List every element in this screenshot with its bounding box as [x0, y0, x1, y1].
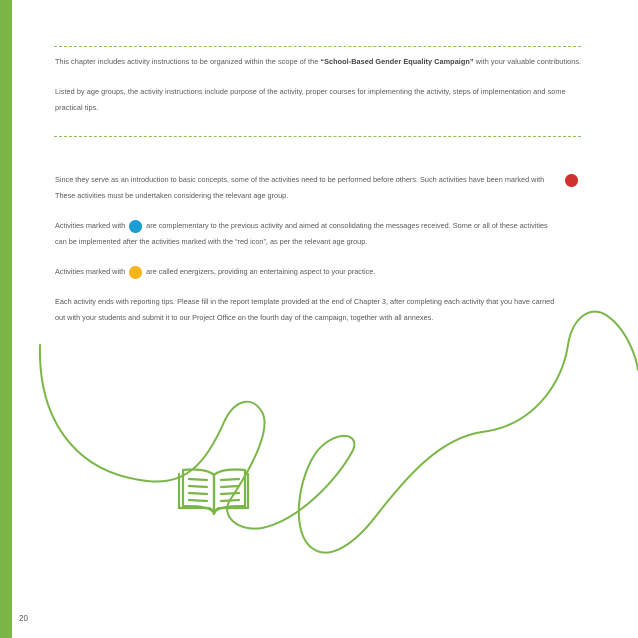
intro-paragraph-1: This chapter includes activity instructions to be organized within the scope of the “School-Based Gender Equality Campaign” with your valuable contributions.: [55, 57, 582, 66]
reporting-paragraph: Each activity ends with reporting tips. Please fill in the report template provided at the end of Chapter 3, after completing each activity that you have carried out with your students and submit it to our Project Office on the fourth day of the campaign, together with all annexes.: [55, 297, 555, 322]
blue-icon-paragraph: Activities marked with are complementary to the previous activity and aimed at consolidating the messages received. Some or all of these activities can be implemented after the activities marked with the “red icon”, as per the relevant age group.: [55, 221, 548, 246]
open-book-icon: [179, 470, 248, 514]
campaign-name: “School-Based Gender Equality Campaign”: [320, 57, 474, 66]
page-number: 20: [19, 614, 28, 623]
red-icon-paragraph: Since they serve as an introduction to basic concepts, some of the activities need to be performed before others. Such activities have been marked with These activities must be undertaken considering the relevant age group.: [55, 172, 582, 204]
intro-paragraph-2: Listed by age groups, the activity instructions include purpose of the activity, proper courses for implementing the activity, steps of implementation and some practical tips.: [55, 87, 566, 112]
yellow-icon-paragraph: Activities marked with are called energizers, providing an entertaining aspect to your practice.: [55, 264, 582, 280]
decorative-swirl-line: [40, 312, 638, 553]
